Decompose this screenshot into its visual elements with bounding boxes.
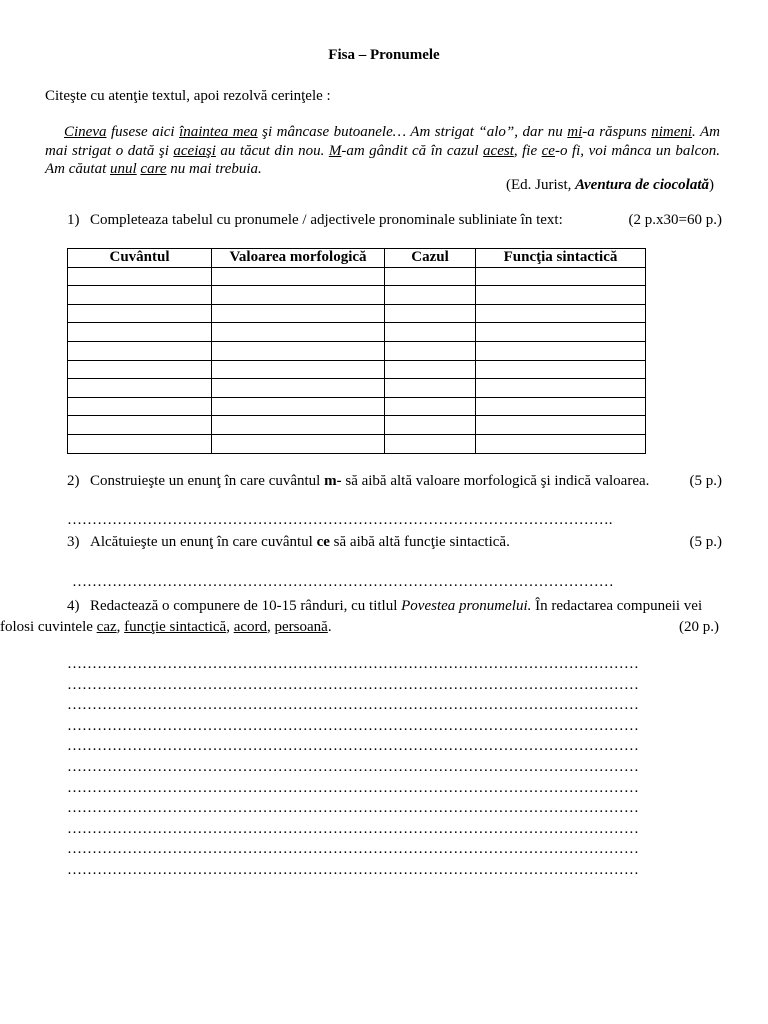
question-points: (20 p.) xyxy=(679,619,719,635)
table-cell[interactable] xyxy=(212,379,385,398)
reading-passage xyxy=(45,123,720,179)
table-cell[interactable] xyxy=(385,286,476,305)
underlined-pronoun: care xyxy=(140,161,167,177)
source-suffix: ) xyxy=(709,177,714,193)
passage-text: . Am mai strigat o dată şi xyxy=(45,124,720,159)
question-2 xyxy=(67,473,722,490)
underlined-pronoun: nimeni xyxy=(651,124,693,140)
source-citation xyxy=(506,177,714,194)
table-row xyxy=(68,360,646,379)
column-header: Valoarea morfologică xyxy=(212,249,385,268)
question-keyword: ce xyxy=(316,534,330,550)
answer-line[interactable]: …………………………………………………………………………………………………… xyxy=(67,656,639,672)
answer-line[interactable]: …………………………………………………………………………………………………… xyxy=(67,800,639,817)
table-cell[interactable] xyxy=(385,416,476,435)
required-word: persoană xyxy=(274,619,328,635)
table-cell[interactable] xyxy=(385,397,476,416)
table-cell[interactable] xyxy=(476,416,646,435)
table-cell[interactable] xyxy=(212,286,385,305)
question-keyword: m- xyxy=(324,473,342,489)
question-text: Alcătuieşte un enunţ în care cuvântul xyxy=(90,534,317,550)
table-row xyxy=(68,397,646,416)
question-1 xyxy=(67,212,722,229)
column-header: Cazul xyxy=(385,249,476,268)
underlined-pronoun: ce xyxy=(541,142,555,159)
table-row xyxy=(68,304,646,323)
answer-line[interactable]: …………………………………………………………………………………………………… xyxy=(67,759,639,775)
underlined-pronoun: mi xyxy=(567,124,583,140)
table-cell[interactable] xyxy=(385,360,476,379)
source-work-title: Aventura de ciocolată xyxy=(575,177,709,193)
table-cell[interactable] xyxy=(385,434,476,453)
column-header: Funcţia sintactică xyxy=(476,249,646,268)
table-cell[interactable] xyxy=(476,434,646,453)
source-prefix: (Ed. Jurist, xyxy=(505,177,576,193)
table-cell[interactable] xyxy=(68,341,212,360)
answer-line[interactable]: …………………………………………………………………………………………………… xyxy=(67,841,639,858)
table-cell[interactable] xyxy=(68,323,212,342)
question-number: 2) xyxy=(67,473,80,489)
composition-title: Povestea pronumelui. xyxy=(401,598,532,614)
required-word: funcţie sintactică xyxy=(124,619,227,635)
table-cell[interactable] xyxy=(476,360,646,379)
answer-line[interactable]: …………………………………………………………………………………………………… xyxy=(67,676,639,693)
table-cell[interactable] xyxy=(385,267,476,286)
table-cell[interactable] xyxy=(476,341,646,360)
underlined-pronoun: M xyxy=(328,142,342,159)
column-header: Cuvântul xyxy=(68,249,212,268)
answer-line[interactable]: …………………………………………………………………………………………………… xyxy=(67,717,639,734)
question-text: În redactarea compuneii vei xyxy=(531,598,703,614)
table-cell[interactable] xyxy=(68,397,212,416)
table-cell[interactable] xyxy=(212,360,385,379)
answer-line[interactable]: …………………………………………………………………………………………………… xyxy=(67,862,639,878)
passage-text: -a răspuns xyxy=(582,124,652,140)
table-row xyxy=(68,341,646,360)
table-cell[interactable] xyxy=(212,397,385,416)
table-cell[interactable] xyxy=(476,267,646,286)
table-row xyxy=(68,286,646,305)
answer-table xyxy=(67,248,646,454)
table-cell[interactable] xyxy=(476,397,646,416)
passage-text: -am gândit că în cazul xyxy=(341,142,484,159)
underlined-pronoun: înaintea mea xyxy=(179,124,258,140)
table-cell[interactable] xyxy=(212,323,385,342)
table-cell[interactable] xyxy=(212,341,385,360)
table-cell[interactable] xyxy=(68,379,212,398)
underlined-pronoun: unul xyxy=(110,161,137,177)
question-text: să aibă altă valoare morfologică şi indică valoarea. xyxy=(341,473,650,489)
table-cell[interactable] xyxy=(68,286,212,305)
instruction-text: Citeşte cu atenţie textul, apoi rezolvă cerinţele : xyxy=(45,88,331,104)
table-cell[interactable] xyxy=(68,434,212,453)
answer-line[interactable]: …………………………………………………………………………………………………… xyxy=(67,738,639,755)
table-cell[interactable] xyxy=(68,360,212,379)
table-cell[interactable] xyxy=(68,304,212,323)
answer-line[interactable]: …………………………………………………………………………………………………… xyxy=(67,820,639,837)
answer-line[interactable]: ……………………………………………………………………………………………… xyxy=(72,574,614,590)
answer-line[interactable]: …………………………………………………………………………………………………… xyxy=(67,697,639,714)
table-row xyxy=(68,323,646,342)
underlined-pronoun: Cineva xyxy=(64,124,107,140)
underlined-pronoun: acest xyxy=(483,142,514,159)
question-text: Completeaza tabelul cu pronumele / adjectivele pronominale subliniate în text: xyxy=(90,212,563,228)
page-title: Fisa – Pronumele xyxy=(328,47,440,63)
underlined-pronoun: aceiaşi xyxy=(173,142,216,159)
table-header-row xyxy=(68,249,646,268)
table-cell[interactable] xyxy=(476,304,646,323)
question-points: (5 p.) xyxy=(689,473,722,489)
question-text: Redactează o compunere de 10-15 rânduri, cu titlul xyxy=(90,598,402,614)
table-cell[interactable] xyxy=(68,416,212,435)
table-cell[interactable] xyxy=(212,416,385,435)
table-cell[interactable] xyxy=(212,304,385,323)
question-text: Construieşte un enunţ în care cuvântul xyxy=(90,473,325,489)
table-cell[interactable] xyxy=(68,267,212,286)
answer-line[interactable]: …………………………………………………………………………………………………… xyxy=(67,779,639,796)
passage-text: -o fi, voi mânca un balcon. Am căutat xyxy=(45,142,720,177)
question-4: 4) Redactează o compunere de 10-15 rânduri, cu titlul Povestea pronumelui. În redactarea compuneii vei folosi cuvintele caz, funcţie sintactică, acord, persoană. (20 p.) xyxy=(67,596,722,638)
table-cell[interactable] xyxy=(212,434,385,453)
table-cell[interactable] xyxy=(212,267,385,286)
table-row xyxy=(68,434,646,453)
table-cell[interactable] xyxy=(385,323,476,342)
table-cell[interactable] xyxy=(476,323,646,342)
table-row xyxy=(68,379,646,398)
question-points: (2 p.x30=60 p.) xyxy=(628,212,722,228)
question-points: (5 p.) xyxy=(689,534,722,550)
table-cell[interactable] xyxy=(476,286,646,305)
passage-text: fusese aici xyxy=(106,124,180,140)
required-word: caz xyxy=(96,619,117,635)
table-row xyxy=(68,416,646,435)
table-cell[interactable] xyxy=(476,379,646,398)
table-cell[interactable] xyxy=(385,341,476,360)
question-number: 4) xyxy=(67,598,80,614)
table-row xyxy=(68,267,646,286)
question-text: folosi cuvintele xyxy=(0,619,97,635)
passage-text: au tăcut din nou. xyxy=(215,142,329,159)
table-cell[interactable] xyxy=(385,304,476,323)
answer-line[interactable]: ………………………………………………………………………………………………. xyxy=(67,512,613,528)
passage-text: şi mâncase butoanele… Am strigat “alo”, dar nu xyxy=(257,124,568,140)
required-word: acord xyxy=(233,619,267,635)
question-number: 1) xyxy=(67,212,80,228)
passage-text: , fie xyxy=(513,142,542,159)
passage-text: nu mai trebuia. xyxy=(166,161,262,177)
question-text: să aibă altă funcţie sintactică. xyxy=(329,534,510,550)
question-number: 3) xyxy=(67,534,80,550)
table-cell[interactable] xyxy=(385,379,476,398)
question-3 xyxy=(67,534,722,551)
